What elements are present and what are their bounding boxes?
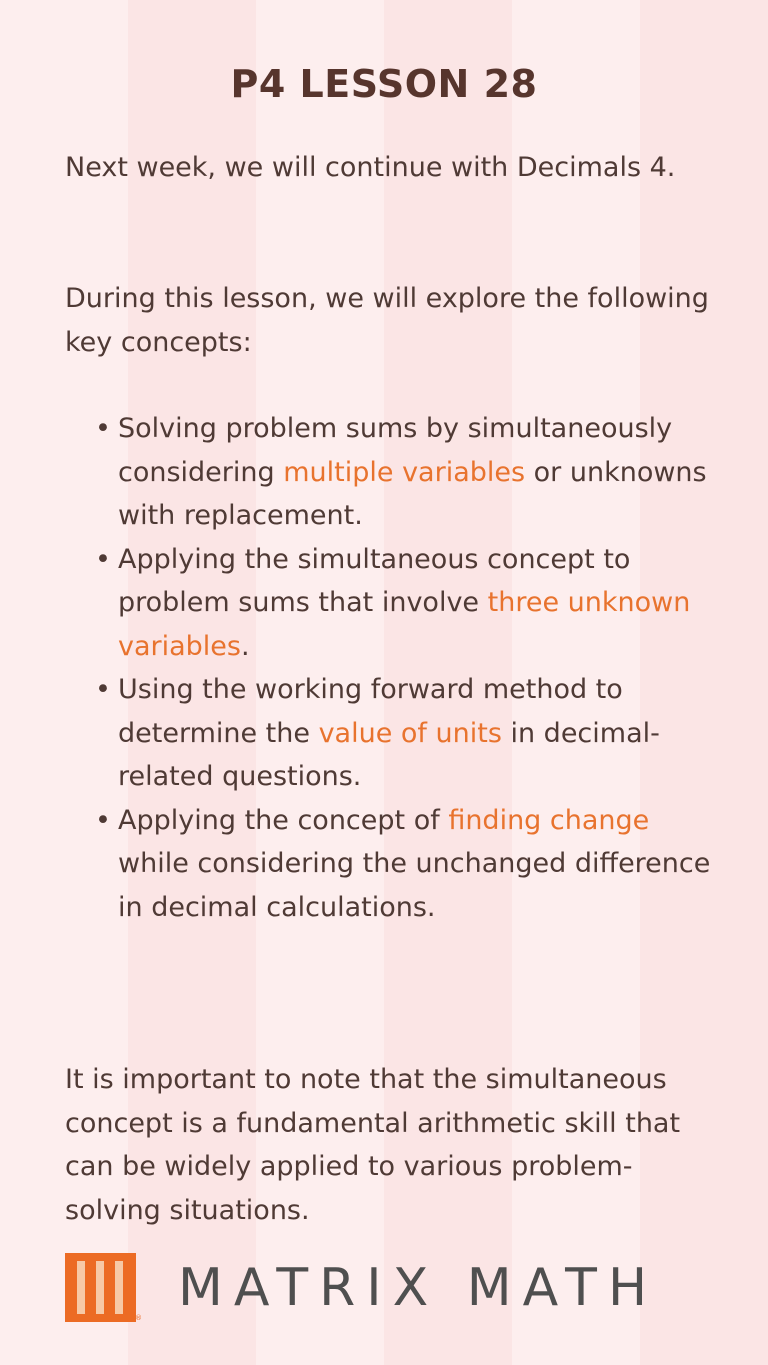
highlight-text: three unknown variables	[118, 587, 691, 662]
key-concepts-list	[65, 407, 725, 929]
matrix-math-logo-icon	[65, 1253, 142, 1322]
logo-bar	[77, 1261, 85, 1314]
list-item: • Applying the concept of finding change while considering the unchanged difference in decimal calculations.	[65, 799, 725, 930]
intro-paragraph: Next week, we will continue with Decimals 4.	[65, 152, 676, 183]
lead-paragraph: During this lesson, we will explore the following key concepts:	[65, 283, 709, 358]
list-item: • Applying the simultaneous concept to problem sums that involve three unknown variables.	[65, 538, 725, 669]
registered-mark: ®	[135, 1314, 142, 1322]
list-item: • Solving problem sums by simultaneously considering multiple variables or unknowns with replacement.	[65, 407, 725, 538]
bullet-icon: •	[95, 804, 111, 836]
page-title: P4 LESSON 28	[230, 62, 538, 106]
highlight-text: finding change	[448, 804, 650, 836]
highlight-text: value of units	[318, 717, 502, 749]
logo-bar	[96, 1261, 104, 1314]
brand-name: MATRIX MATH	[178, 1258, 659, 1318]
bullet-icon: •	[95, 543, 111, 575]
bullet-icon: •	[95, 413, 111, 444]
logo-bar	[115, 1261, 123, 1314]
list-item: • Using the working forward method to determine the value of units in decimal-related questions.	[65, 668, 725, 799]
bullet-icon: •	[95, 674, 111, 705]
closing-paragraph: It is important to note that the simultaneous concept is a fundamental arithmetic skill that can be widely applied to various problem-solving situations.	[65, 1064, 681, 1226]
highlight-text: multiple variables	[283, 456, 526, 488]
